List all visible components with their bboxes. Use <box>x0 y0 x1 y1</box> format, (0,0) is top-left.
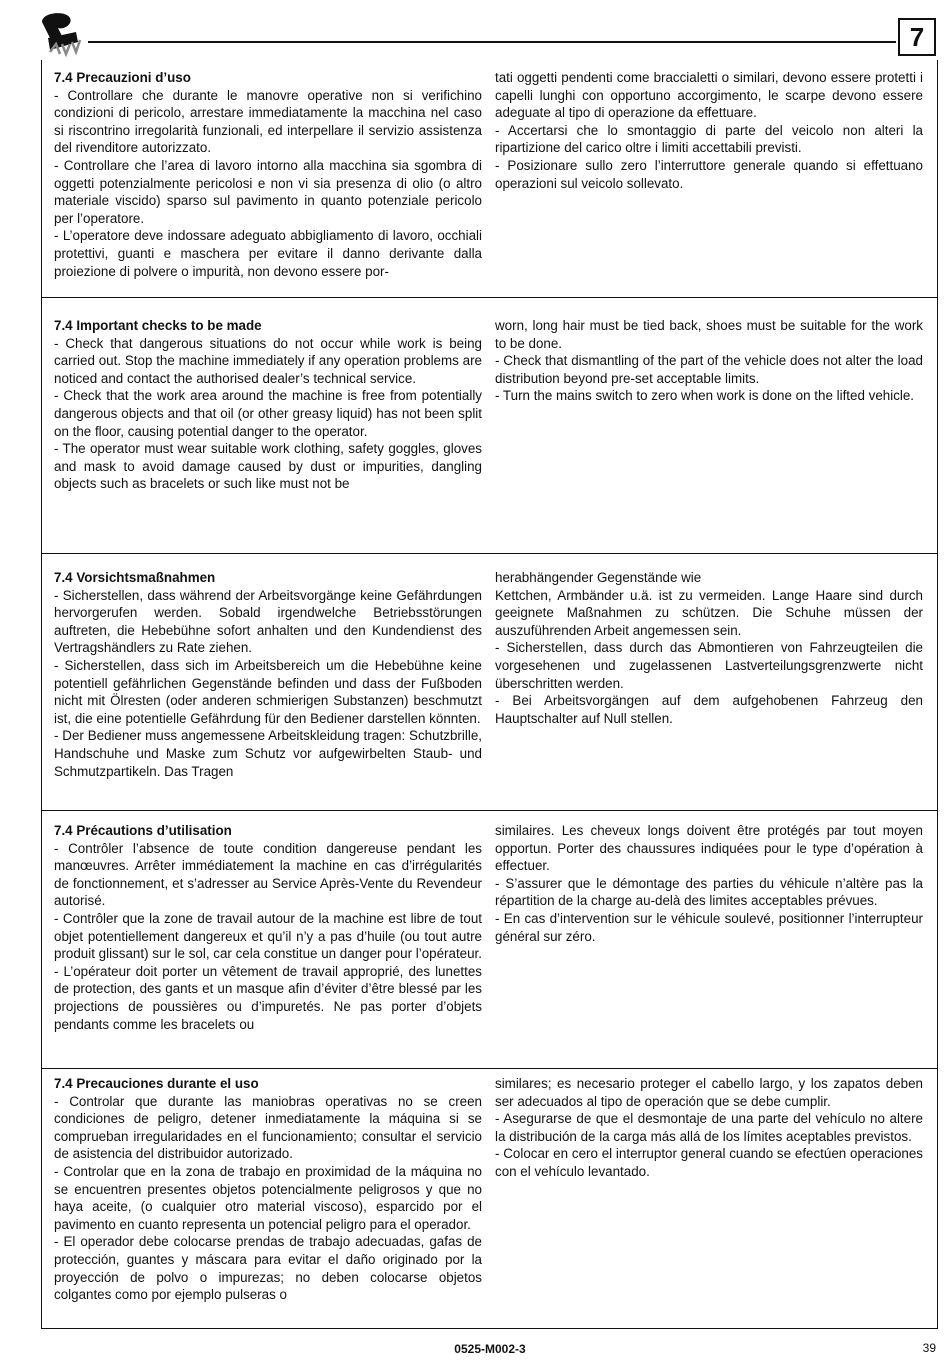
header-rule <box>88 41 896 43</box>
section-text: herabhängender Gegenstände wie Kettchen, Armbänder u.ä. ist zu vermeiden. Lange Haare sind durch geeignete Maßnahmen zu schützen. Die Schuhe müssen der auszuführenden Arbeit angemessen sein. - Sicherstellen, dass durch das Abmontieren von Fahrzeugteilen die vorgesehenen und zugelassenen Lastverteilungsgrenzwerte nicht überschritten werden. - Bei Arbeitsvorgängen auf dem aufgehobenen Fahrzeug den Hauptschalter auf Null stellen. <box>495 570 923 726</box>
section-heading: 7.4 Précautions d’utilisation <box>54 823 232 838</box>
section-text: - Sicherstellen, dass während der Arbeitsvorgänge keine Gefährdungen hervorgerufen werden. Sobald irgendwelche Betriebsstörungen auftreten, die Hebebühne sofort anhalten und den Kundendienst des Vertragshändlers zu Rate ziehen. - Sicherstellen, dass sich im Arbeitsbereich um die Hebebühne keine potentiell gefährlichen Gegenstände befinden und dass der Fußboden nicht mit Ölresten (oder anderen schmierigen Substanzen) beschmutzt ist, die eine potentielle Gefährdung für den Bediener darstellen könnten. - Der Bediener muss angemessene Arbeitskleidung tragen: Schutzbrille, Handschuhe und Maske zum Schutz vor aufgewirbelten Staub- und Schmutzpartikeln. Das Tragen <box>54 587 482 779</box>
section-right-column <box>495 69 923 192</box>
section-spanish <box>41 1066 938 1328</box>
section-heading: 7.4 Vorsichtsmaßnahmen <box>54 570 216 585</box>
section-left-column <box>54 69 482 280</box>
section-divider <box>41 553 938 554</box>
section-left-column <box>54 569 482 780</box>
section-text: - Controlar que durante las maniobras operativas no se creen condiciones de peligro, detener inmediatamente la máquina si se comprueban irregularidades en el funcionamiento; consultar el servicio de asistencia del distribuidor autorizado. - Controlar que en la zona de trabajo en proximidad de la máquina no se encuentren presentes objetos potencialmente peligrosos y que no haya aceite, (o cualquier otro material viscoso), esparcido por el pavimento en cuanto representa un potencial peligro para el operador. - El operador debe colocarse prendas de trabajo adecuadas, gafas de protección, guantes y máscara para evitar el daño originado por la proyección de polvo o impurezas; no deben colocarse objetos colgantes como por ejemplo pulseras o <box>54 1093 482 1303</box>
chapter-number-box: 7 <box>898 18 936 56</box>
section-german <box>41 560 938 810</box>
section-italian <box>41 60 938 297</box>
section-divider <box>41 297 938 298</box>
document-code: 0525-M002-3 <box>454 1342 526 1356</box>
section-right-column <box>495 317 923 405</box>
section-text: - Controllare che durante le manovre operative non si verifichino condizioni di pericolo, arrestare immediatamente la macchina nel caso si riscontrino irregolarità funzionali, ed interpellare il servizio assistenza del rivenditore autorizzato. - Controllare che l’area di lavoro intorno alla macchina sia sgombra di oggetti potenzialmente pericolosi e non vi sia presenza di olio (o altro materiale viscido) sparso sul pavimento in quanto potenziale pericolo per l’operatore. - L’operatore deve indossare adeguato abbigliamento di lavoro, occhiali protettivi, guanti e maschera per evitare il danno derivante dalla proiezione di polvere o impurità, non devono essere por- <box>54 87 482 279</box>
section-heading: 7.4 Precauzioni d’uso <box>54 70 191 85</box>
section-text: worn, long hair must be tied back, shoes must be suitable for the work to be done. - Check that dismantling of the part of the vehicle does not alter the load distribution beyond pre-set acceptable limits. - Turn the mains switch to zero when work is done on the lifted vehicle. <box>495 318 923 404</box>
section-left-column <box>54 822 482 1033</box>
page-number: 39 <box>922 1341 936 1355</box>
rav-logo-icon <box>36 8 84 60</box>
section-text: - Contrôler l’absence de toute condition dangereuse pendant les manœuvres. Arrêter immédiatement la machine en cas d’irrégularités de fonctionnement, et s’adresser au Service Après-Vente du Revendeur autorisé. - Contrôler que la zone de travail autour de la machine est libre de tout objet potentiellement dangereux et qu’il n’y a pas d’huile (ou tout autre produit glissant) sur le sol, car cela constitue un danger pour l’opérateur. - L’opérateur doit porter un vêtement de travail approprié, des lunettes de protection, des gants et un masque afin d’éviter d’être blessé par les projections de poussières ou d’impuretés. Ne pas porter d’objets pendants comme les bracelets ou <box>54 840 482 1032</box>
section-right-column <box>495 1075 923 1181</box>
section-right-column <box>495 569 923 727</box>
section-text: - Check that dangerous situations do not occur while work is being carried out. Stop the machine immediately if any operation problems are noticed and contact the authorised dealer’s technical service. - Check that the work area around the machine is free from potentially dangerous objects and that oil (or other greasy liquid) has not been split on the floor, causing potential danger to the operator. - The operator must wear suitable work clothing, safety goggles, gloves and mask to avoid damage caused by dust or impurities, dangling objects such as bracelets or such like must not be <box>54 335 482 492</box>
section-divider <box>41 810 938 811</box>
section-right-column <box>495 822 923 945</box>
section-text: similares; es necesario proteger el cabello largo, y los zapatos deben ser adecuados al tipo de operación que se debe cumplir. - Asegurarse de que el desmontaje de una parte del vehículo no altere la distribución de la carga más allá de los límites aceptables previstos. - Colocar en cero el interruptor general cuando se efectúen operaciones con el vehículo levantado. <box>495 1076 923 1179</box>
section-french <box>41 813 938 1068</box>
section-english <box>41 308 938 553</box>
section-left-column <box>54 317 482 493</box>
section-heading: 7.4 Important checks to be made <box>54 318 262 333</box>
section-heading: 7.4 Precauciones durante el uso <box>54 1076 259 1091</box>
section-left-column <box>54 1075 482 1304</box>
section-text: similaires. Les cheveux longs doivent être protégés par tout moyen opportun. Porter des chaussures indiquées pour le type d’opération à effectuer. - S’assurer que le démontage des parties du véhicule n’altère pas la répartition de la charge au-delà des limites acceptables prévues. - En cas d’intervention sur le véhicule soulevé, positionner l’interrupteur général sur zéro. <box>495 823 923 944</box>
section-text: tati oggetti pendenti come braccialetti o similari, devono essere protetti i capelli lunghi con opportuno accorgimento, le scarpe devono essere adeguate al tipo di operazione da effettuare. - Accertarsi che lo smontaggio di parte del veicolo non alteri la ripartizione del carico oltre i limiti accettabili previsti. - Posizionare sullo zero l’interruttore generale quando si effettuano operazioni sul veicolo sollevato. <box>495 70 923 191</box>
